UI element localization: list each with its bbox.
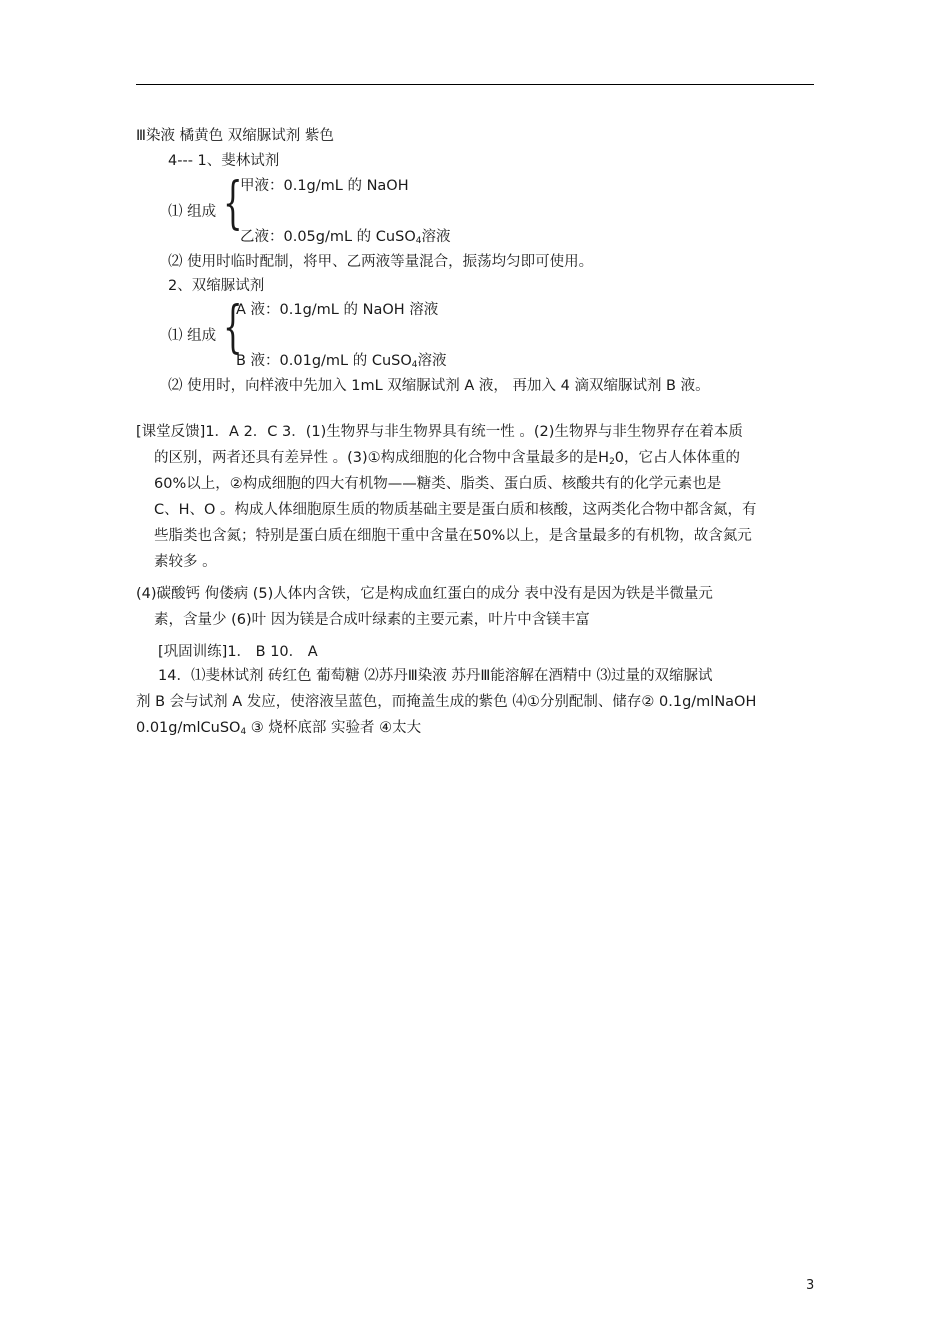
text-line: 4--- 1、斐林试剂 [168, 153, 280, 169]
text-line: 些脂类也含氮；特别是蛋白质在细胞干重中含量在50%以上，是含量最多的有机物，故含氮元 [154, 528, 752, 544]
header-rule [136, 84, 814, 85]
text-line: 0.01g/mlCuSO$_4$ ③ 烧杯底部 实验者 ④太大 [136, 720, 422, 737]
text-line: 剂 B 会与试剂 A 发应，使溶液呈蓝色，而掩盖生成的紫色 ⑷①分别配制、储存② 0.1g/mlNaOH [136, 694, 757, 710]
text-line: ⑴ 组成 [168, 328, 217, 344]
text-line: [课堂反馈]1．A 2．C 3．(1)生物界与非生物界具有统一性 。(2)生物界与非生物界存在着本质 [136, 424, 743, 440]
text-line: 14．⑴斐林试剂 砖红色 葡萄糖 ⑵苏丹Ⅲ染液 苏丹Ⅲ能溶解在酒精中 ⑶过量的双缩脲试 [158, 668, 713, 684]
text-line: 甲液：0.1g/mL 的 NaOH [240, 178, 409, 194]
left-brace: { [223, 171, 243, 236]
text-line: ⑴ 组成 [168, 204, 217, 220]
text-line: ⑵ 使用时，向样液中先加入 1mL 双缩脲试剂 A 液， 再加入 4 滴双缩脲试剂 B 液。 [168, 378, 710, 394]
text-line: (4)碳酸钙 佝偻病 (5)人体内含铁，它是构成血红蛋白的成分 表中没有是因为铁是半微量元 [136, 586, 713, 602]
page-number: 3 [806, 1278, 815, 1293]
text-line: Ⅲ染液 橘黄色 双缩脲试剂 紫色 [136, 128, 334, 144]
text-line: 乙液：0.05g/mL 的 CuSO$_4$溶液 [240, 229, 451, 246]
text-line: [巩固训练]1． B 10． A [158, 644, 318, 660]
text-line: ⑵ 使用时临时配制，将甲、乙两液等量混合，振荡均匀即可使用。 [168, 254, 594, 270]
text-line: 的区别，两者还具有差异性 。(3)①构成细胞的化合物中含量最多的是$H_20$，它占人体体重的 [154, 450, 741, 467]
text-line: 60%以上，②构成细胞的四大有机物——糖类、脂类、蛋白质、核酸共有的化学元素也是 [154, 476, 722, 492]
text-line: B 液：0.01g/mL 的 CuSO$_4$溶液 [236, 353, 447, 370]
text-line: 素较多 。 [154, 554, 217, 570]
text-line: C、H、O 。构成人体细胞原生质的物质基础主要是蛋白质和核酸，这两类化合物中都含氮，有 [154, 502, 757, 518]
text-line: 素，含量少 (6)叶 因为镁是合成叶绿素的主要元素，叶片中含镁丰富 [154, 612, 590, 628]
text-line: 2、双缩脲试剂 [168, 278, 265, 294]
text-line: A 液：0.1g/mL 的 NaOH 溶液 [236, 302, 439, 318]
left-brace: { [223, 295, 243, 360]
